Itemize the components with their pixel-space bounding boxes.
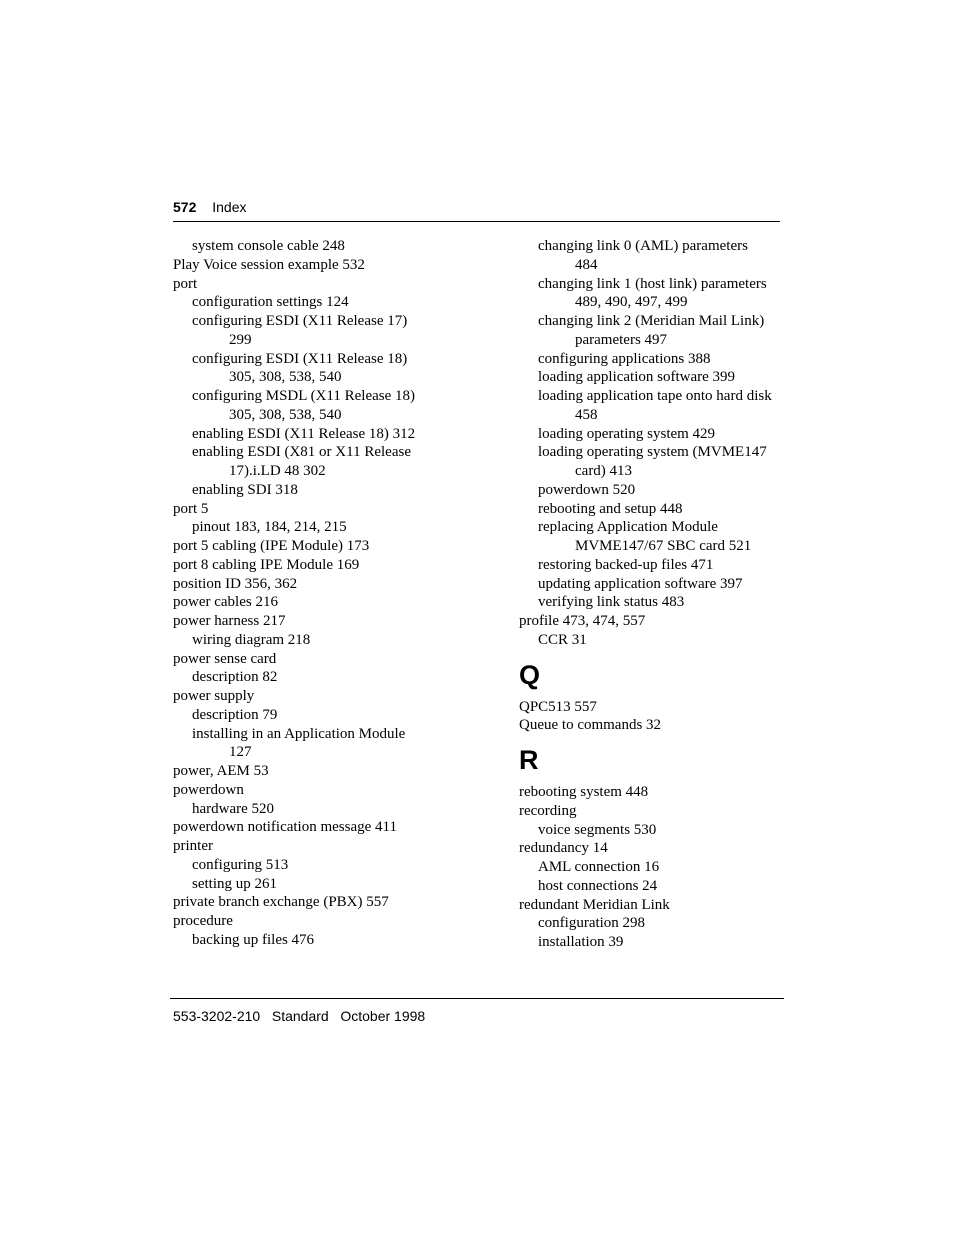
index-entry: power harness 217 (173, 613, 286, 629)
index-entry: private branch exchange (PBX) 557 (173, 894, 389, 911)
index-subentry: 489, 490, 497, 499 (575, 294, 688, 311)
index-subentry: 299 (229, 331, 252, 348)
index-subentry: enabling ESDI (X81 or X11 Release (192, 444, 411, 461)
index-entry: rebooting system 448 (519, 784, 649, 800)
index-subentry: host connections 24 (538, 877, 658, 894)
index-subentry: changing link 2 (Meridian Mail Link) (538, 313, 765, 329)
index-entry: redundant Meridian Link (519, 896, 670, 913)
index-subentry: configuration 298 (538, 915, 646, 932)
index-subentry: configuring ESDI (X11 Release 17) (192, 313, 408, 329)
index-subentry: voice segments 530 (538, 821, 657, 838)
index-subentry: installation 39 (538, 934, 624, 950)
index-entry: power, AEM 53 (173, 763, 269, 779)
footer-rule (170, 998, 784, 999)
index-subentry: updating application software 397 (538, 575, 743, 592)
index-subentry: description 79 (192, 706, 278, 723)
header-rule (173, 221, 780, 222)
page-header (173, 199, 780, 215)
index-entry: powerdown (173, 781, 244, 798)
page-number: 572 (173, 199, 197, 215)
index-subentry: 305, 308, 538, 540 (229, 406, 342, 423)
index-subentry: rebooting and setup 448 (538, 500, 683, 517)
index-subentry: 305, 308, 538, 540 (229, 369, 342, 386)
index-subentry: configuring ESDI (X11 Release 18) (192, 350, 408, 367)
index-entry: position ID 356, 362 (173, 575, 298, 592)
index-subentry: AML connection 16 (538, 859, 660, 875)
index-subentry: loading operating system 429 (538, 425, 716, 442)
index-subentry: 458 (575, 406, 598, 423)
index-subentry: configuring applications 388 (538, 350, 711, 367)
section-letter: Q (519, 659, 541, 690)
index-column-right (519, 237, 789, 952)
index-subentry: changing link 0 (AML) parameters (538, 238, 748, 254)
index-entry: port (173, 275, 198, 292)
index-subentry: configuring 513 (192, 856, 289, 873)
index-entry: port 5 (173, 500, 209, 517)
index-subentry: system console cable 248 (192, 238, 345, 254)
index-subentry: card) 413 (575, 463, 633, 479)
index-subentry: loading application tape onto hard disk (538, 388, 772, 404)
index-subentry: loading operating system (MVME147 (538, 444, 767, 461)
index-subentry: installing in an Application Module (192, 725, 406, 742)
index-subentry: MVME147/67 SBC card 521 (575, 538, 752, 554)
index-subentry: description 82 (192, 669, 278, 686)
index-entry: printer (173, 838, 213, 854)
index-subentry: enabling SDI 318 (192, 481, 298, 498)
index-subentry: configuring MSDL (X11 Release 18) (192, 388, 416, 404)
index-entry: port 8 cabling IPE Module 169 (173, 556, 360, 573)
index-subentry: 17).i.LD 48 302 (229, 463, 326, 479)
index-subentry: verifying link status 483 (538, 594, 685, 611)
index-subentry: parameters 497 (575, 331, 668, 348)
section-letter: R (519, 745, 539, 775)
index-subentry: restoring backed-up files 471 (538, 556, 714, 573)
index-entry: Play Voice session example 532 (173, 256, 365, 273)
index-subentry: changing link 1 (host link) parameters (538, 275, 767, 292)
index-subentry: 484 (575, 256, 598, 273)
index-subentry: CCR 31 (538, 631, 587, 648)
index-entry: QPC513 557 (519, 698, 597, 715)
index-subentry: enabling ESDI (X11 Release 18) 312 (192, 425, 416, 442)
index-subentry: hardware 520 (192, 800, 275, 817)
index-entry: port 5 cabling (IPE Module) 173 (173, 538, 370, 554)
index-entry: power sense card (173, 650, 277, 667)
index-entry: power supply (173, 688, 255, 704)
index-subentry: powerdown 520 (538, 481, 636, 498)
index-entry: Queue to commands 32 (519, 717, 662, 734)
header-title: Index (212, 199, 247, 215)
index-subentry: configuration settings 124 (192, 294, 349, 311)
index-entry: powerdown notification message 411 (173, 819, 397, 836)
index-column-left (173, 237, 503, 950)
index-subentry: replacing Application Module (538, 519, 718, 536)
index-subentry: setting up 261 (192, 875, 277, 892)
index-subentry: 127 (229, 744, 252, 761)
index-subentry: loading application software 399 (538, 369, 736, 386)
page-footer: 553-3202-210 Standard October 1998 (173, 1008, 426, 1024)
index-subentry: wiring diagram 218 (192, 631, 311, 648)
index-entry: power cables 216 (173, 594, 278, 611)
index-entry: recording (519, 802, 577, 819)
index-entry: profile 473, 474, 557 (519, 613, 646, 629)
index-subentry: pinout 183, 184, 214, 215 (192, 519, 347, 536)
index-subentry: backing up files 476 (192, 931, 315, 948)
index-entry: procedure (173, 913, 233, 929)
index-entry: redundancy 14 (519, 840, 608, 857)
